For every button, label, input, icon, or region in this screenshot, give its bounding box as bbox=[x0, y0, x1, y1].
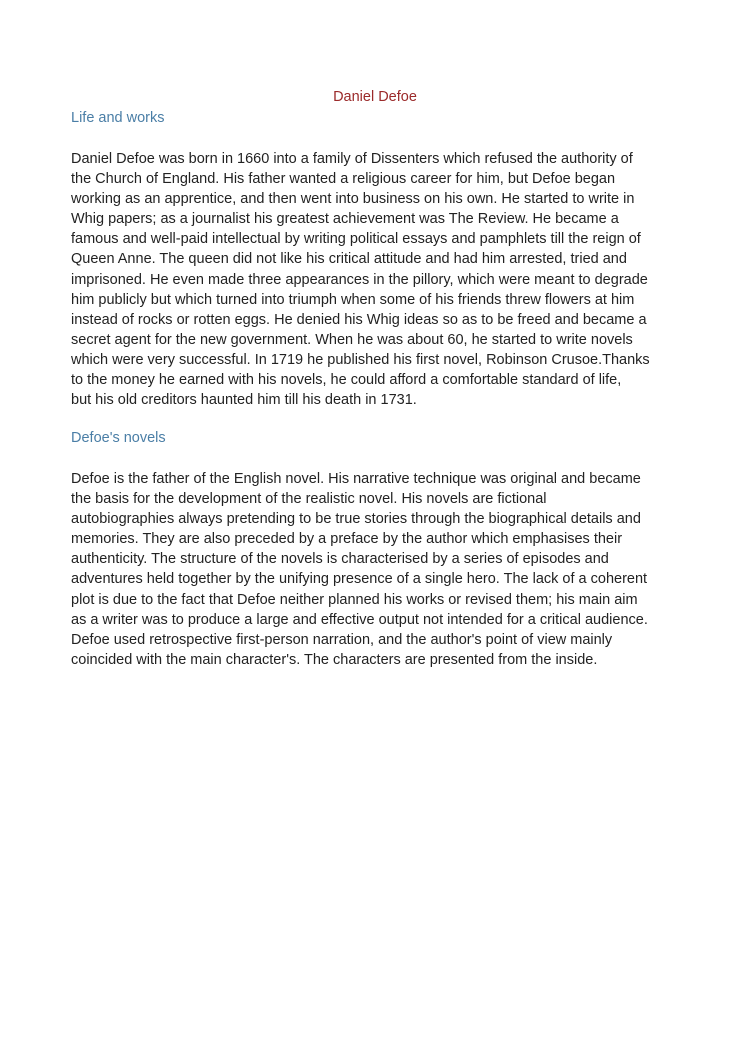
section-body-defoes-novels bbox=[71, 469, 681, 670]
section-body-life-and-works bbox=[71, 149, 681, 410]
text-line: authenticity. The structure of the novels is characterised by a series of episodes and bbox=[71, 551, 609, 568]
text-line: plot is due to the fact that Defoe neither planned his works or revised them; his main aim bbox=[71, 591, 638, 608]
text-line: to the money he earned with his novels, he could afford a comfortable standard of life, bbox=[71, 372, 622, 389]
document-title: Daniel Defoe bbox=[333, 89, 417, 105]
text-line: Whig papers; as a journalist his greatest achievement was The Review. He became a bbox=[71, 211, 619, 228]
text-line: Daniel Defoe was born in 1660 into a family of Dissenters which refused the authority of bbox=[71, 151, 633, 167]
text-line: memories. They are also preceded by a preface by the author which emphasises their bbox=[71, 531, 623, 548]
section-heading-life-and-works: Life and works bbox=[71, 110, 165, 126]
text-line: the Church of England. His father wanted a religious career for him, but Defoe began bbox=[71, 171, 616, 188]
text-line: Defoe is the father of the English novel. His narrative technique was original and became bbox=[71, 471, 641, 487]
text-line: adventures held together by the unifying presence of a single hero. The lack of a coherent bbox=[71, 571, 648, 588]
text-line: Queen Anne. The queen did not like his critical attitude and had him arrested, tried and bbox=[71, 251, 627, 268]
text-line: as a writer was to produce a large and effective output not intended for a critical audience. bbox=[71, 611, 648, 628]
section-heading-defoes-novels: Defoe's novels bbox=[71, 430, 166, 446]
text-line: which were very successful. In 1719 he published his first novel, Robinson Crusoe.Thanks bbox=[71, 351, 650, 368]
text-line: coincided with the main character's. The characters are presented from the inside. bbox=[71, 651, 598, 668]
text-line: but his old creditors haunted him till his death in 1731. bbox=[71, 392, 417, 409]
text-line: Defoe used retrospective first-person narration, and the author's point of view mainly bbox=[71, 631, 613, 648]
text-line: secret agent for the new government. When he was about 60, he started to write novels bbox=[71, 331, 633, 348]
text-line: instead of rocks or rotten eggs. He denied his Whig ideas so as to be freed and became a bbox=[71, 311, 647, 328]
text-line: famous and well-paid intellectual by writing political essays and pamphlets till the reign of bbox=[71, 231, 641, 248]
text-line: working as an apprentice, and then went into business on his own. He started to write in bbox=[71, 191, 635, 208]
text-line: him publicly but which turned into triumph when some of his friends threw flowers at him bbox=[71, 291, 635, 308]
text-line: imprisoned. He even made three appearances in the pillory, which were meant to degrade bbox=[71, 271, 648, 288]
text-line: the basis for the development of the realistic novel. His novels are fictional bbox=[71, 491, 547, 508]
text-line: autobiographies always pretending to be true stories through the biographical details and bbox=[71, 511, 641, 528]
